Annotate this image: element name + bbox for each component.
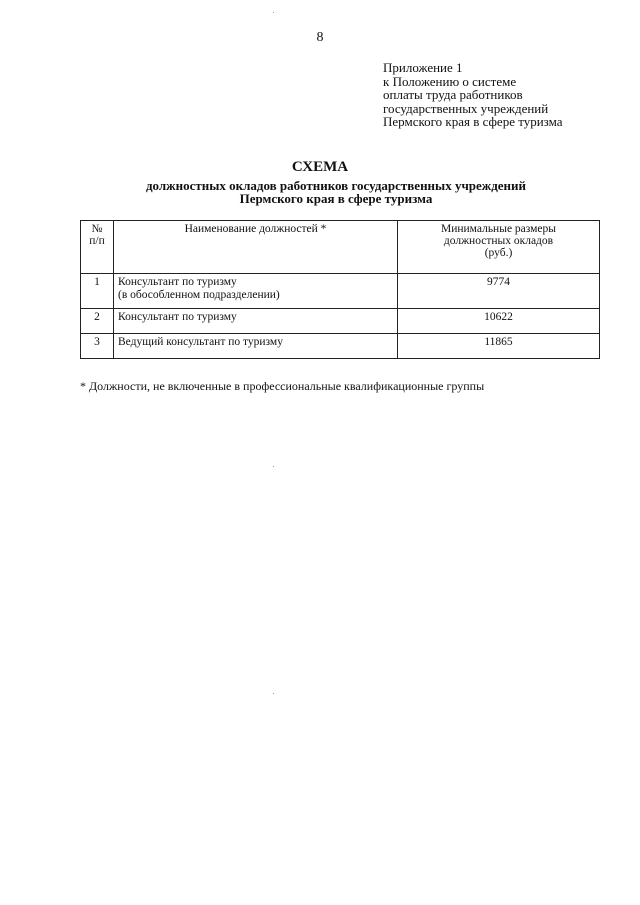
- row-salary: 11865: [398, 334, 600, 359]
- appendix-line: Пермского края в сфере туризма: [383, 114, 563, 129]
- header-number-line: п/п: [89, 235, 105, 247]
- header-number-line: №: [91, 223, 103, 235]
- header-number: [81, 221, 114, 274]
- appendix-reference: [383, 61, 563, 129]
- salary-table: [80, 220, 600, 359]
- appendix-line: к Положению о системе: [383, 73, 517, 89]
- position-name-line: Консультант по туризму: [118, 276, 237, 288]
- header-salary: [398, 221, 600, 274]
- row-position-name: [114, 274, 398, 309]
- document-title: СХЕМА: [291, 159, 349, 175]
- row-position-name: [114, 334, 398, 359]
- table-row: [81, 274, 600, 309]
- scan-speck: [273, 12, 274, 13]
- position-name-line: Ведущий консультант по туризму: [118, 336, 283, 348]
- appendix-line: Приложение 1: [383, 60, 463, 75]
- header-position-name: Наименование должностей *: [114, 221, 398, 274]
- header-salary-line: (руб.): [484, 247, 513, 259]
- header-salary-line: должностных окладов: [443, 235, 554, 247]
- row-number: 3: [81, 334, 114, 359]
- appendix-line: оплаты труда работников: [383, 87, 523, 102]
- document-subtitle: [0, 179, 640, 205]
- row-number: 1: [81, 274, 114, 309]
- page-number: 8: [316, 30, 324, 45]
- subtitle-line: Пермского края в сфере туризма: [239, 191, 433, 206]
- subtitle-line: должностных окладов работников государственных учреждений: [145, 178, 527, 193]
- scan-speck: [273, 693, 274, 694]
- row-position-name: [114, 309, 398, 334]
- position-name-line: (в обособленном подразделении): [118, 289, 280, 301]
- row-salary: 9774: [398, 274, 600, 309]
- row-salary: 10622: [398, 309, 600, 334]
- table-row: [81, 334, 600, 359]
- header-salary-line: Минимальные размеры: [440, 223, 557, 235]
- scan-speck: [273, 466, 274, 467]
- table-header-row: [81, 221, 600, 274]
- position-name-line: Консультант по туризму: [118, 311, 237, 323]
- footnote: * Должности, не включенные в профессиональные квалификационные группы: [80, 379, 485, 393]
- appendix-line: государственных учреждений: [383, 100, 549, 116]
- row-number: 2: [81, 309, 114, 334]
- table-row: [81, 309, 600, 334]
